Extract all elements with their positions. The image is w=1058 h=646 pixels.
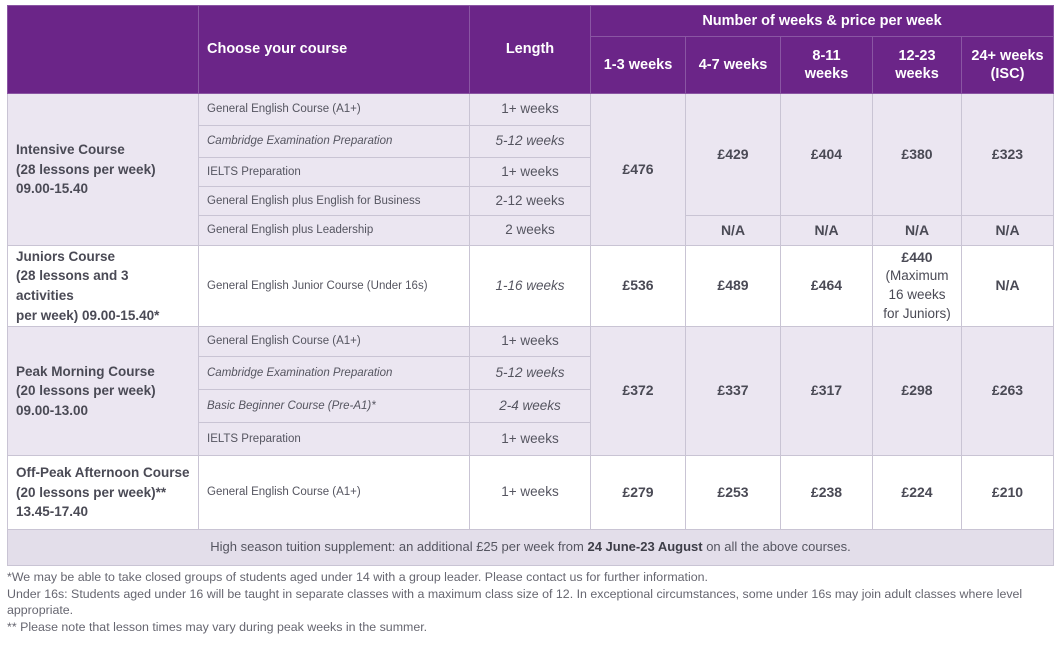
group-juniors: Juniors Course (28 lessons and 3 activities per week) 09.00-15.40*: [8, 246, 199, 327]
course-length: 1-16 weeks: [470, 246, 591, 327]
footnotes: [7, 569, 1053, 635]
price-cell: £372: [591, 327, 686, 456]
header-band-8-11: 8-11 weeks: [781, 37, 873, 94]
price-cell: £429: [686, 94, 781, 216]
course-length: 1+ weeks: [470, 423, 591, 456]
price-cell: £210: [962, 456, 1054, 530]
price-cell-na: N/A: [873, 216, 962, 246]
header-band-12-23: 12-23 weeks: [873, 37, 962, 94]
season-supplement: High season tuition supplement: an additional £25 per week from 24 June-23 August on all the above courses.: [8, 530, 1054, 566]
footnote: ** Please note that lesson times may vary during peak weeks in the summer.: [7, 619, 428, 634]
table-row: [8, 94, 1054, 126]
course-length: 2-12 weeks: [470, 187, 591, 216]
price-cell: £263: [962, 327, 1054, 456]
price-cell: £298: [873, 327, 962, 456]
course-name: General English plus Leadership: [199, 216, 470, 246]
course-length: 1+ weeks: [470, 456, 591, 530]
header-choose-course: Choose your course: [199, 6, 470, 94]
course-length: 2 weeks: [470, 216, 591, 246]
price-cell: £337: [686, 327, 781, 456]
price-cell: £323: [962, 94, 1054, 216]
price-note: (Maximum 16 weeks for Juniors): [883, 268, 951, 322]
price-cell-na: N/A: [962, 216, 1054, 246]
header-weeks-group: Number of weeks & price per week: [591, 6, 1054, 37]
course-length: 1+ weeks: [470, 327, 591, 357]
course-name: IELTS Preparation: [199, 158, 470, 187]
price-cell-na: N/A: [686, 216, 781, 246]
price-cell: N/A: [962, 246, 1054, 327]
price-cell-juniors-12-23: £440 (Maximum 16 weeks for Juniors): [873, 246, 962, 327]
course-length: 5-12 weeks: [470, 126, 591, 158]
price-cell: £253: [686, 456, 781, 530]
price-cell: £380: [873, 94, 962, 216]
course-name: General English plus English for Business: [199, 187, 470, 216]
footnote: Under 16s: Students aged under 16 will be taught in separate classes with a maximum class size of 12. In exceptional circumstances, some under 16s may join adult classes where level appropriate.: [7, 586, 1023, 617]
header-length: Length: [470, 6, 591, 94]
price-cell: £279: [591, 456, 686, 530]
supplement-dates: 24 June-23 August: [587, 539, 703, 555]
price-cell: £464: [781, 246, 873, 327]
footnote: *We may be able to take closed groups of students aged under 14 with a group leader. Please contact us for further information.: [7, 570, 708, 584]
course-name: IELTS Preparation: [199, 423, 470, 456]
course-length: 5-12 weeks: [470, 357, 591, 390]
price-cell-na: N/A: [781, 216, 873, 246]
course-name: Cambridge Examination Preparation: [199, 357, 470, 390]
course-name: General English Junior Course (Under 16s): [199, 246, 470, 327]
course-length: 1+ weeks: [470, 94, 591, 126]
header-empty-cell: [8, 6, 199, 94]
price-cell: £489: [686, 246, 781, 327]
header-band-4-7: 4-7 weeks: [686, 37, 781, 94]
header-band-1-3: 1-3 weeks: [591, 37, 686, 94]
group-intensive: Intensive Course (28 lessons per week) 09.00-15.40: [8, 94, 199, 246]
course-name: Cambridge Examination Preparation: [199, 126, 470, 158]
table-row: [8, 246, 1054, 327]
group-off-peak-afternoon: Off-Peak Afternoon Course (20 lessons per week)** 13.45-17.40: [8, 456, 199, 530]
group-peak-morning: Peak Morning Course (20 lessons per week) 09.00-13.00: [8, 327, 199, 456]
course-length: 2-4 weeks: [470, 390, 591, 423]
course-name: General English Course (A1+): [199, 327, 470, 357]
header-band-24plus: 24+ weeks (ISC): [962, 37, 1054, 94]
course-name: General English Course (A1+): [199, 94, 470, 126]
price-cell: £476: [591, 94, 686, 246]
price-table: [7, 5, 1054, 566]
course-name: General English Course (A1+): [199, 456, 470, 530]
price-cell: £317: [781, 327, 873, 456]
price-cell: £536: [591, 246, 686, 327]
table-row: [8, 327, 1054, 357]
course-name: Basic Beginner Course (Pre-A1)*: [199, 390, 470, 423]
table-row: [8, 456, 1054, 530]
table-row: [8, 530, 1054, 566]
price-cell: £224: [873, 456, 962, 530]
course-length: 1+ weeks: [470, 158, 591, 187]
price-cell: £238: [781, 456, 873, 530]
price-cell: £404: [781, 94, 873, 216]
